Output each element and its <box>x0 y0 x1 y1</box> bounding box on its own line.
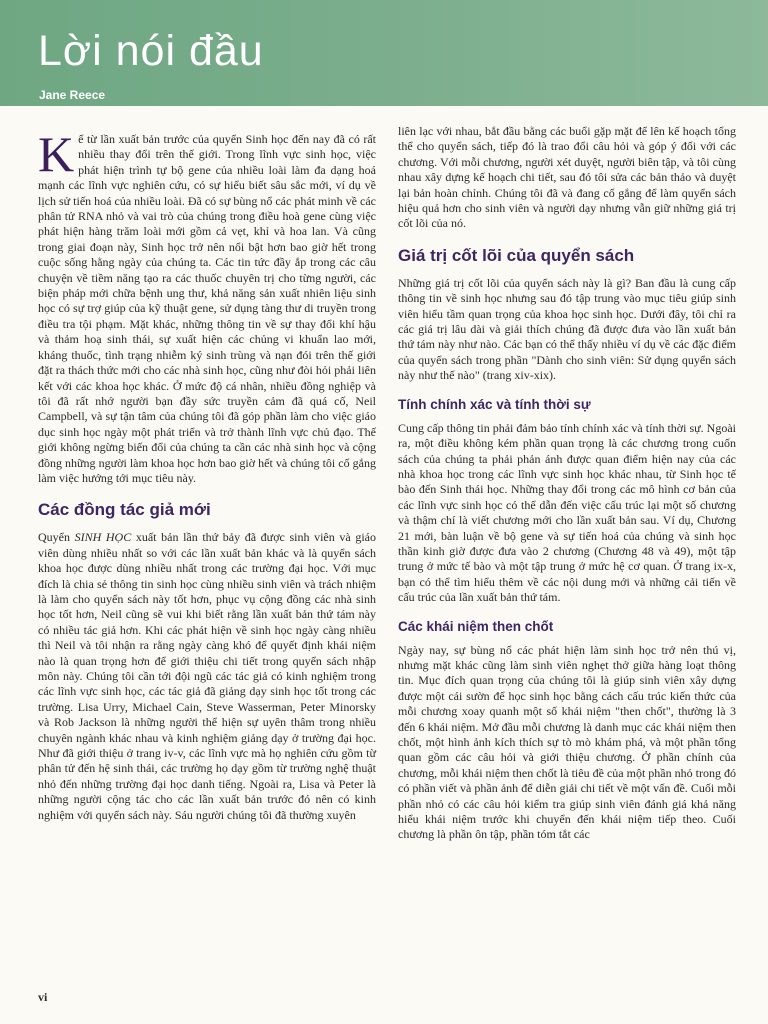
subheading-accuracy: Tính chính xác và tính thời sự <box>398 396 591 412</box>
section-heading-coauthors: Các đồng tác giả mới <box>38 500 211 520</box>
right-column <box>398 124 736 851</box>
coauthors-paragraph <box>38 530 376 823</box>
page-number: vi <box>38 990 48 1004</box>
page-title: Lời nói đầu <box>38 27 264 75</box>
subheading-key-concepts: Các khái niệm then chốt <box>398 618 554 634</box>
coauthors-text: xuất bản lần thứ bảy đã được sinh viên và giáo viên dùng nhiều nhất so với các lần xuất bản khác và là quyển sách khoa học được dùng nhiều nhất trong các trường đại học. Với mục đích là chia sẻ thông tin sinh học cùng nhiều sinh viên và trách nhiệm là làm cho quyển sách này tốt hơn, phục vụ cộng đồng các nhà sinh học tốt hơn, Neil cũng sẽ vui khi biết rằng lần xuất bản thứ tám này có nhiều tác giả hơn. Khi các phát hiện về sinh học ngày càng nhiều thì Neil và tôi nhận ra rằng ngày càng khó để quyết định khái niệm nào là quan trọng hơn để giới thiệu chi tiết trong quyển sách nhập môn này. Chúng tôi cần tới đội ngũ các tác giả có kinh nghiệm trong các lĩnh vực sinh học, các tác giả đã giảng dạy sinh học tốt trong các trường. Lisa Urry, Michael Cain, Steve Wasserman, Peter Minorsky và Rob Jackson là những người thể hiện sự uyên thâm trong nhiều chuyên ngành khác nhau và kinh nghiệm giảng dạy ở trường đại học. Như đã giới thiệu ở trang iv-v, các lĩnh vực mà họ nghiên cứu gồm từ phân tử đến hệ sinh thái, các trường họ dạy gồm từ trường nghệ thuật nhỏ đến những trường đại học danh tiếng. Ngoài ra, Lisa và Peter là những người cộng tác cho các lần xuất bản trước đó nên có kinh nghiệm với quyển sách này. Sáu người chúng tôi đã thường xuyên <box>38 530 376 822</box>
coauthors-prefix: Quyển <box>38 530 75 545</box>
intro-paragraph <box>38 126 376 486</box>
title-banner <box>0 0 768 106</box>
accuracy-paragraph: Cung cấp thông tin phải đảm bảo tính chính xác và tính thời sự. Ngoài ra, một điều không kém phần quan trọng là các chương trong cuốn sách của chúng ta phải phản ánh được quan điểm hiện nay của các nhà khoa học trong các lĩnh vực sinh học khác nhau, từ Sinh học tế bào đến Sinh thái học. Những thay đổi trong các mô hình cơ bản của các lĩnh vực sinh học có thể dẫn đến việc cấu trúc lại một số chương và thậm chí là viết chương mới cho lần xuất bản sau. Ví dụ, Chương 21 mới, bàn luận về bộ gene và sự tiến hoá của chúng và sinh học thần kinh giờ được đưa vào 2 chương (Chương 48 và 49), một tập trung ở mức tế bào và một tập trung ở mức hệ cơ quan. Ở trang ix-x, bạn có thể tìm hiểu thêm về các nội dung mới và những cải tiến về cấu trúc của lần xuất bản thứ tám. <box>398 420 736 605</box>
book-title-italic: SINH HỌC <box>74 530 132 545</box>
key-concepts-paragraph: Ngày nay, sự bùng nổ các phát hiện làm sinh học trở nên thú vị, nhưng mặt khác cũng làm sinh viên nghẹt thở giữa hàng loạt thông tin. Mục đích quan trọng của chúng tôi là giúp sinh viên xây dựng được một cái sườn để học sinh học bằng cách cấu trúc kiến thức của mỗi chương xoay quanh một số khái niệm "then chốt", thường là 3 đến 6 khái niệm. Mở đầu mỗi chương là danh mục các khái niệm then chốt, một hình ảnh kích thích sự tò mò khám phá, và một phần tổng quan gồm các câu hỏi và giới thiệu chương. Ở phần chính của chương, mỗi khái niệm then chốt là tiêu đề của một phần nhỏ trong đó có phần viết và phần ảnh để diễn giải chi tiết về một vấn đề. Cuối mỗi phần nhỏ có các câu hỏi kiểm tra giúp sinh viên đánh giá khả năng hiểu khái niệm trước khi chuyển đến khái niệm tiếp theo. Cuối chương là phần ôn tập, phần tóm tắt các <box>398 642 736 842</box>
drop-cap: K <box>38 126 75 182</box>
left-column <box>38 126 376 831</box>
intro-continued-paragraph: liên lạc với nhau, bắt đầu bằng các buổi gặp mặt để lên kế hoạch tổng thể cho quyển sách, tiếp đó là trao đổi câu hỏi và góp ý đối với các chương. Với mỗi chương, người xét duyệt, người biên tập, và tôi cùng nhau xây dựng kế hoạch chi tiết, sau đó tôi sửa các bản thảo và duyệt lại bản hoàn chỉnh. Chúng tôi đã và đang cố gắng để làm quyển sách hiệu quả hơn cho sinh viên và người dạy nhưng vẫn giữ những giá trị cốt lõi của nó. <box>398 124 736 231</box>
core-values-paragraph: Những giá trị cốt lõi của quyển sách này là gì? Ban đầu là cung cấp thông tin về sinh học nhưng sau đó tập trung vào mục tiêu giúp sinh viên hiểu tầm quan trọng của khoa học sinh học. Dưới đây, tôi chỉ ra các giá trị lâu dài và giải thích chúng đã được đưa vào lần xuất bản thứ tám này như nào. Các bạn có thể thấy nhiều ví dụ về các đặc điểm của quyển sách trong phần "Dành cho sinh viên: Sử dụng quyển sách này như thế nào" (trang xiv-xix). <box>398 275 736 383</box>
section-heading-core-values: Giá trị cốt lõi của quyển sách <box>398 245 635 265</box>
intro-text: ể từ lần xuất bản trước của quyển Sinh học đến nay đã có rất nhiều thay đổi trên thế giới. Trong lĩnh vực sinh học, việc phát hiện trình tự bộ gene của nhiều loài làm đa dạng hoá mạnh các lĩnh vực nghiên cứu, có sự hiểu biết sâu sắc mới, ví dụ về lịch sử tiến hoá của nhiều loài. Đã có sự bùng nổ các phát minh về các phân tử RNA nhỏ và vai trò của chúng trong điều hoà gene cùng việc phát hiện hàng trăm loài mới gồm cả vẹt, khỉ và hoa lan. Và cũng trong giai đoạn này, Sinh học trở nên nổi bật hơn bao giờ hết trong cuộc sống hằng ngày của chúng ta. Các tin tức đầy ắp trong các câu chuyện về tiềm năng tạo ra các thuốc chuyên trị cho từng người, các biện pháp mới chữa bệnh ung thư, khả năng sản xuất nhiên liệu sinh học có sự trợ giúp của kỹ thuật gene, sử dụng tàng thư di truyền trong điều tra tội phạm. Mặt khác, những thông tin về sự thay đổi khí hậu và thảm hoạ sinh thái, sự xuất hiện các chủng vi khuẩn lao mới, kháng thuốc, tình trạng nhiễm ký sinh trùng và nạn đói trên thế giới đặt ra thách thức mới cho các nhà sinh học, cũng như đòi hỏi phải liên kết với các khoa học khác. Ở mức độ cá nhân, nhiều đồng nghiệp và tôi đã rất nhớ người bạn đầy sức truyền cảm đã quá cố, Neil Campbell, và sự tận tâm của chúng tôi đã góp phần làm cho việc giáo dục sinh học ngày một phát triển và trở thành lĩnh vực chủ đạo. Thế giới không ngừng biến đổi của chúng ta cần các nhà sinh học và cộng đồng những người làm khoa học hơn bao giờ hết và chúng tôi cố gắng làm việc hướng tới mục tiêu này. <box>38 132 376 485</box>
author-name: Jane Reece <box>39 88 106 102</box>
